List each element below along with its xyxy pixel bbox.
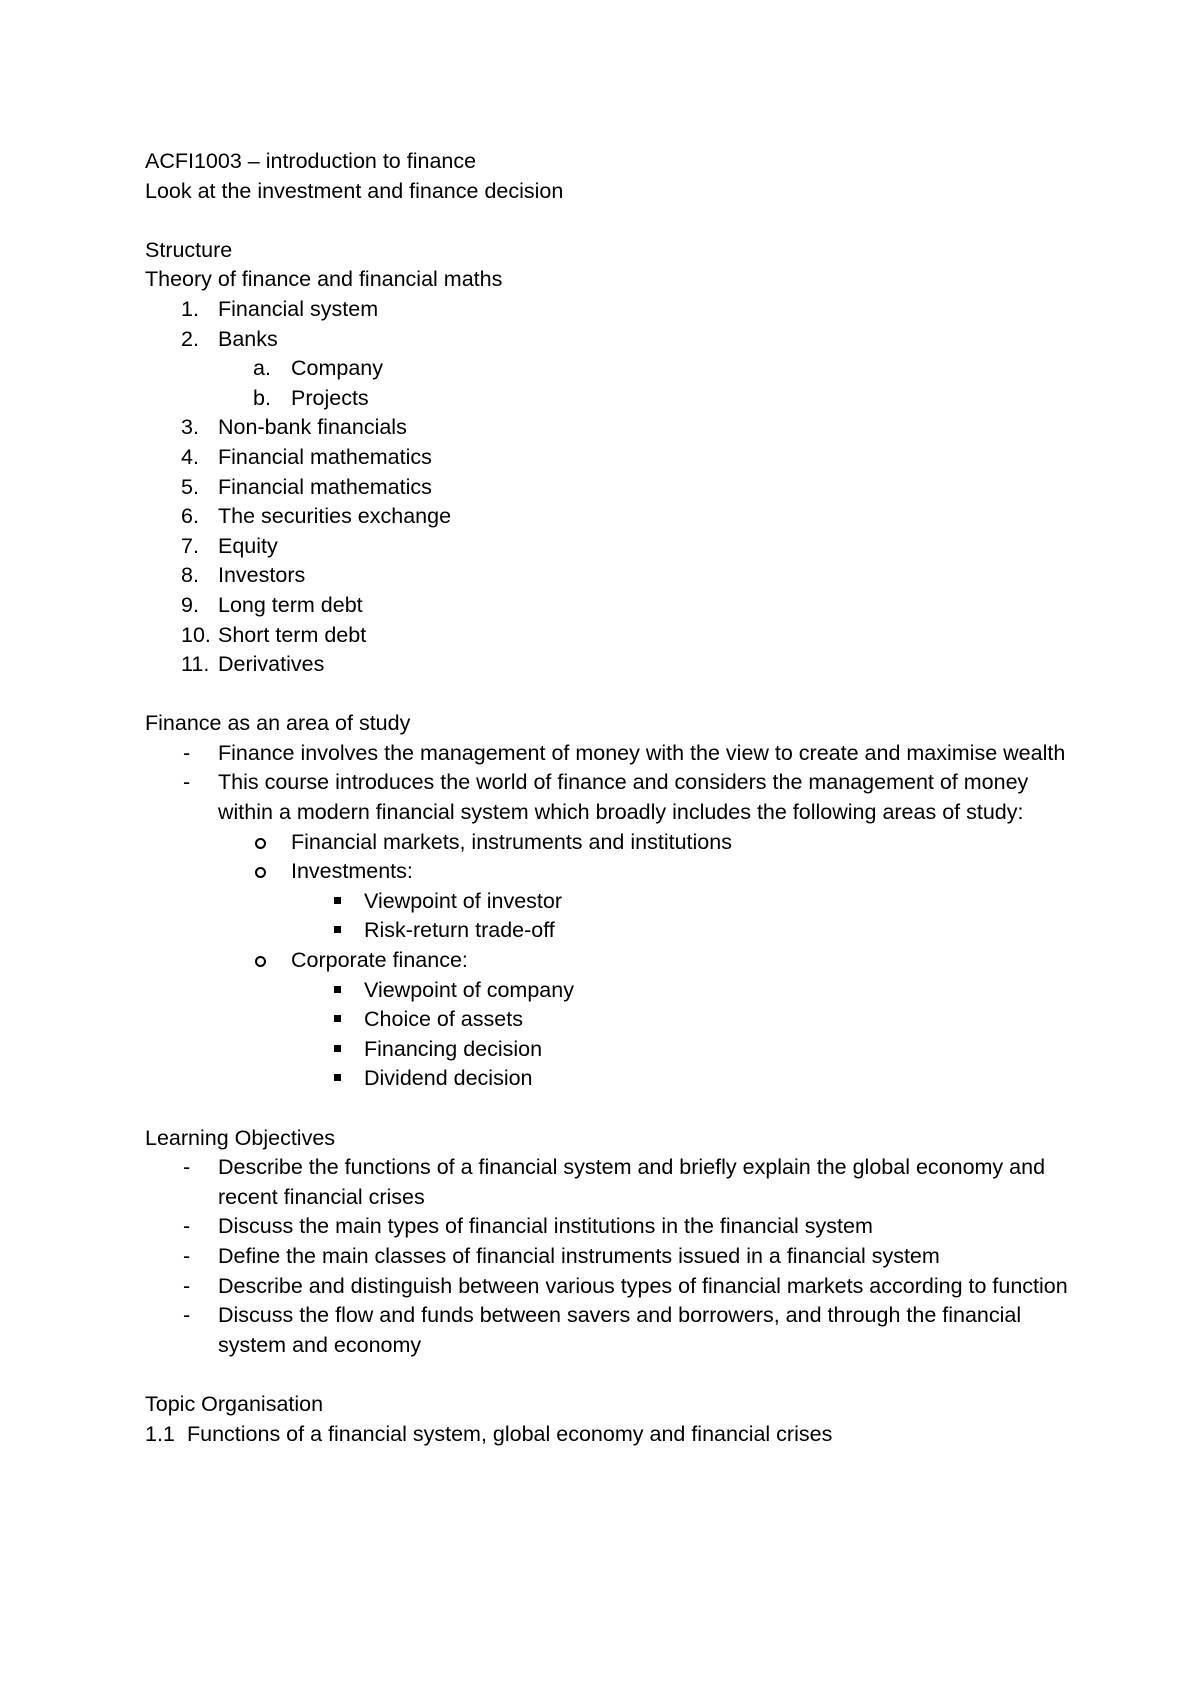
square-bullet-icon: [334, 926, 341, 933]
square-bullet-item: Viewpoint of investor: [145, 887, 1075, 917]
bullet-item: - Discuss the flow and funds between savers and borrowers, and through the financial system and economy: [183, 1303, 1022, 1357]
course-title: ACFI1003 – introduction to finance: [145, 149, 477, 173]
list-item: 1. Financial system: [181, 296, 379, 321]
document-page: [145, 147, 1075, 1449]
bullet-item: - Finance involves the management of money with the view to create and maximise wealth: [145, 739, 1075, 769]
square-bullet-icon: [334, 897, 341, 904]
bullet-item: - Describe and distinguish between various types of financial markets according to function: [145, 1272, 1075, 1302]
finance-study-heading: Finance as an area of study: [145, 711, 411, 736]
square-bullet-item: Dividend decision: [145, 1064, 1075, 1094]
square-bullet-item: Risk-return trade-off: [145, 916, 1075, 946]
list-item: 8. Investors: [181, 563, 306, 588]
bullet-item: - Discuss the main types of financial institutions in the financial system: [145, 1212, 1075, 1242]
list-item: 11. Derivatives: [181, 652, 325, 677]
circle-bullet-item: Corporate finance:: [145, 946, 1075, 976]
circle-bullet-item: Financial markets, instruments and institutions: [145, 828, 1075, 858]
bullet-item: - Define the main classes of financial instruments issued in a financial system: [145, 1242, 1075, 1272]
list-item: 4. Financial mathematics: [181, 444, 432, 469]
list-item: 10. Short term debt: [181, 622, 367, 647]
square-bullet-icon: [334, 1045, 341, 1052]
circle-bullet-icon: [255, 867, 266, 878]
dash-bullet-icon: -: [183, 1243, 191, 1268]
dash-bullet-icon: -: [183, 1155, 191, 1180]
list-item: 3. Non-bank financials: [181, 415, 407, 440]
structure-heading: Structure: [145, 237, 233, 262]
square-bullet-icon: [334, 1015, 341, 1022]
list-subitem: b. Projects: [253, 385, 369, 410]
dash-bullet-icon: -: [183, 740, 191, 765]
square-bullet-item: Choice of assets: [145, 1005, 1075, 1035]
dash-bullet-icon: -: [183, 770, 191, 795]
dash-bullet-icon: -: [183, 1273, 191, 1298]
course-subtitle: Look at the investment and finance decision: [145, 178, 564, 203]
square-bullet-icon: [334, 986, 341, 993]
circle-bullet-icon: [255, 956, 266, 967]
topic-heading: Topic Organisation: [145, 1391, 324, 1416]
list-item: 7. Equity: [181, 533, 278, 558]
square-bullet-item: Financing decision: [145, 1035, 1075, 1065]
structure-subheading: Theory of finance and financial maths: [145, 267, 503, 292]
dash-bullet-icon: -: [183, 1303, 191, 1328]
objectives-heading: Learning Objectives: [145, 1125, 336, 1150]
square-bullet-item: Viewpoint of company: [145, 976, 1075, 1006]
dash-bullet-icon: -: [183, 1214, 191, 1239]
circle-bullet-item: Investments:: [145, 857, 1075, 887]
list-item: 5. Financial mathematics: [181, 474, 432, 499]
list-item: 2. Banks: [181, 326, 278, 351]
topic-item: 1.1 Functions of a financial system, global economy and financial crises: [145, 1421, 833, 1446]
list-subitem: a. Company: [253, 356, 384, 381]
list-item: 6. The securities exchange: [181, 504, 452, 529]
bullet-item: - Describe the functions of a financial system and briefly explain the global economy and recent financial crises: [183, 1155, 1046, 1209]
bullet-item: - This course introduces the world of finance and considers the management of money within a modern financial system which broadly includes the following areas of study:: [183, 770, 1029, 825]
square-bullet-icon: [334, 1074, 341, 1081]
circle-bullet-icon: [255, 838, 266, 849]
list-item: 9. Long term debt: [181, 592, 363, 617]
